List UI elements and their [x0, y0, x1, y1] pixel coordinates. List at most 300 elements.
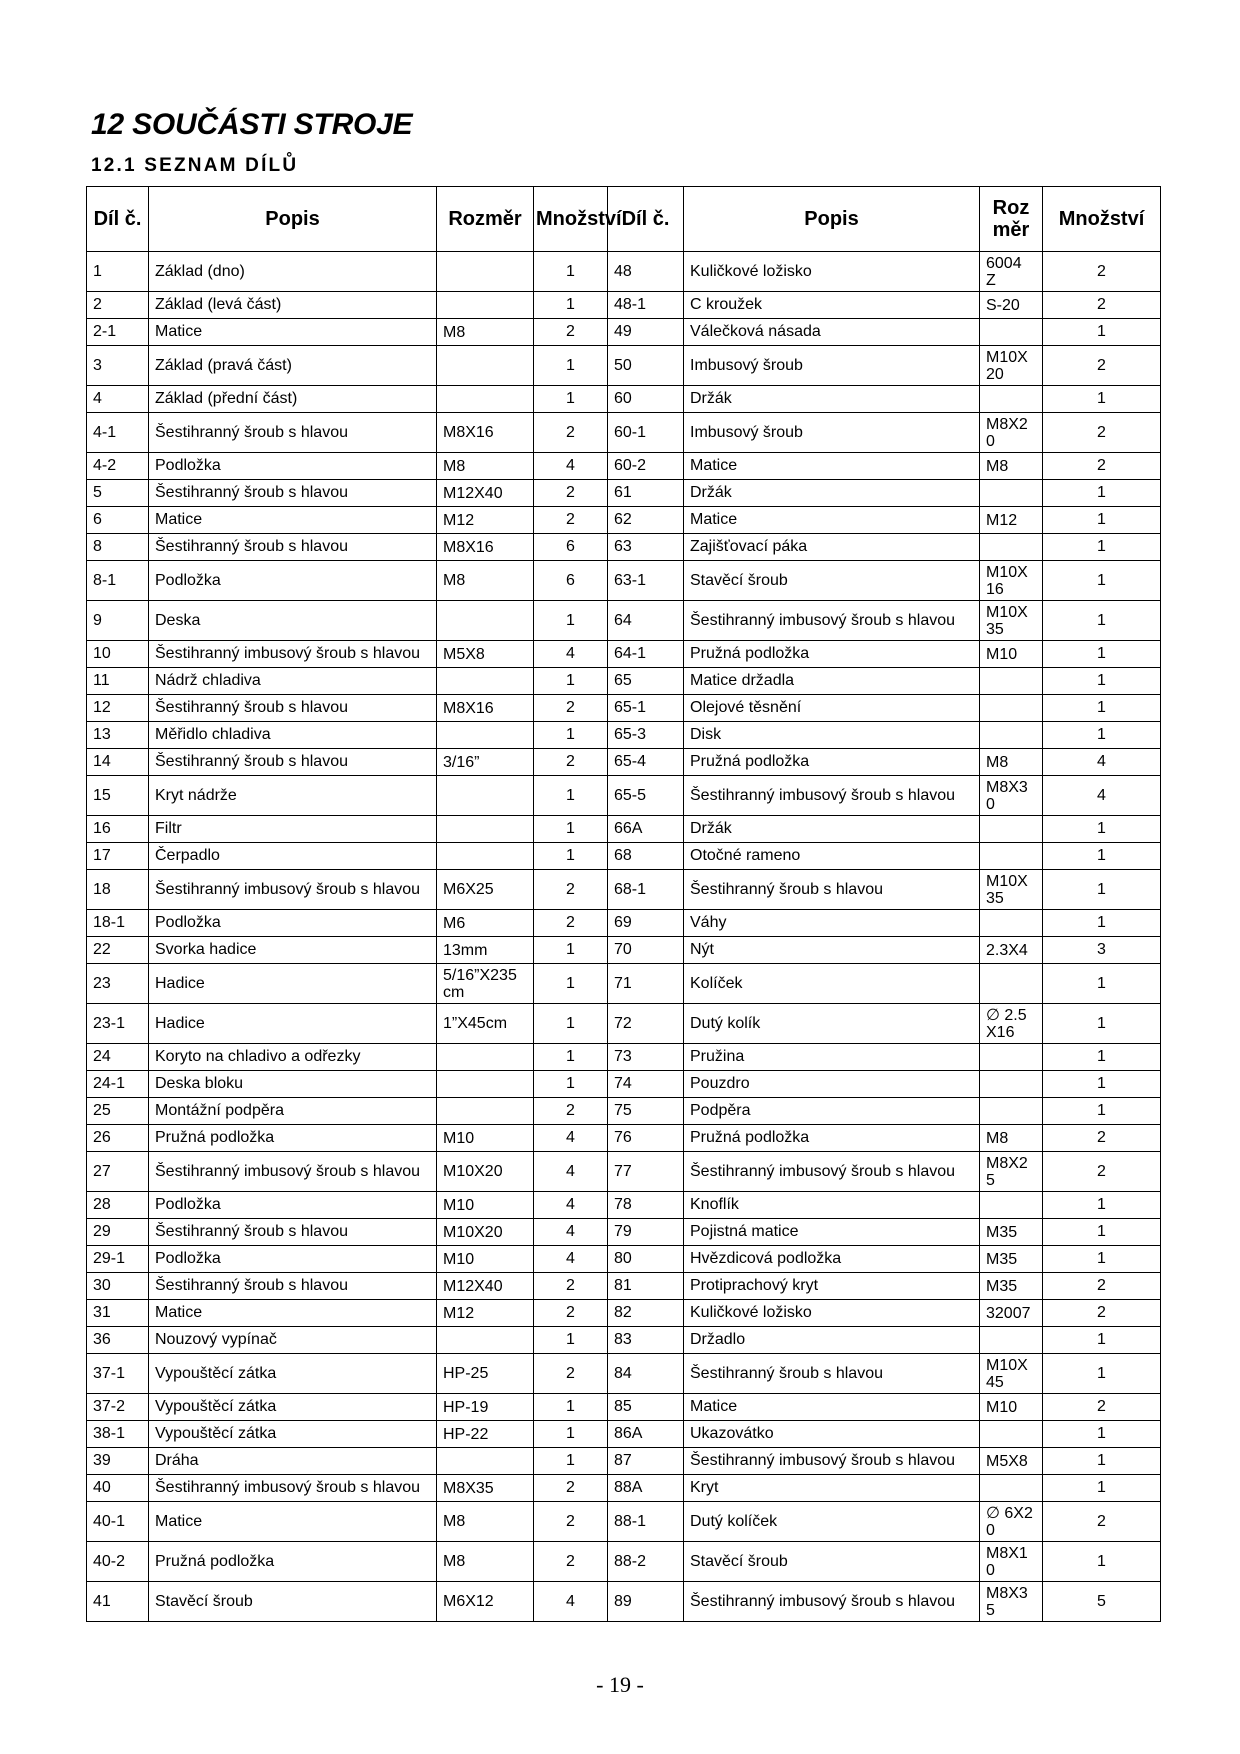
- cell-quantity-2: 1: [1043, 1004, 1161, 1044]
- cell-size: M6X25: [437, 870, 534, 910]
- cell-quantity-2: 2: [1043, 1125, 1161, 1152]
- cell-size: M12: [437, 507, 534, 534]
- cell-part-number-2: 65-4: [608, 749, 684, 776]
- cell-size-2: M10X 20: [980, 346, 1043, 386]
- cell-quantity: 1: [534, 668, 608, 695]
- cell-description-2: Držák: [684, 816, 980, 843]
- cell-description: Matice: [149, 319, 437, 346]
- cell-description: Montážní podpěra: [149, 1098, 437, 1125]
- cell-quantity-2: 1: [1043, 1098, 1161, 1125]
- cell-part-number: 37-1: [87, 1354, 149, 1394]
- cell-description: Deska: [149, 601, 437, 641]
- cell-description: Vypouštěcí zátka: [149, 1421, 437, 1448]
- cell-part-number-2: 76: [608, 1125, 684, 1152]
- cell-size: [437, 1448, 534, 1475]
- cell-part-number-2: 61: [608, 480, 684, 507]
- cell-size-2: M8X3 5: [980, 1582, 1043, 1622]
- table-row: [87, 1098, 1161, 1125]
- cell-size: 13mm: [437, 937, 534, 964]
- cell-description: Podložka: [149, 453, 437, 480]
- cell-description-2: Nýt: [684, 937, 980, 964]
- cell-description: Pružná podložka: [149, 1125, 437, 1152]
- cell-size-2: [980, 722, 1043, 749]
- cell-part-number: 28: [87, 1192, 149, 1219]
- cell-part-number: 25: [87, 1098, 149, 1125]
- cell-size: [437, 668, 534, 695]
- cell-size: [437, 776, 534, 816]
- cell-description-2: Ukazovátko: [684, 1421, 980, 1448]
- cell-description: Měřidlo chladiva: [149, 722, 437, 749]
- cell-part-number-2: 88-1: [608, 1502, 684, 1542]
- cell-part-number: 2: [87, 292, 149, 319]
- cell-part-number: 40-2: [87, 1542, 149, 1582]
- table-row: [87, 964, 1161, 1004]
- cell-quantity: 1: [534, 964, 608, 1004]
- cell-quantity: 1: [534, 776, 608, 816]
- cell-description-2: Pružná podložka: [684, 641, 980, 668]
- cell-quantity-2: 1: [1043, 1219, 1161, 1246]
- cell-description: Podložka: [149, 1246, 437, 1273]
- table-row: [87, 252, 1161, 292]
- cell-description-2: Hvězdicová podložka: [684, 1246, 980, 1273]
- cell-quantity: 4: [534, 1192, 608, 1219]
- cell-size: M6X12: [437, 1582, 534, 1622]
- cell-part-number-2: 64: [608, 601, 684, 641]
- cell-quantity: 2: [534, 1354, 608, 1394]
- table-row: [87, 1475, 1161, 1502]
- cell-description-2: Matice: [684, 1394, 980, 1421]
- cell-part-number: 40-1: [87, 1502, 149, 1542]
- cell-description-2: Imbusový šroub: [684, 413, 980, 453]
- cell-description-2: Otočné rameno: [684, 843, 980, 870]
- cell-quantity-2: 2: [1043, 346, 1161, 386]
- cell-quantity: 2: [534, 870, 608, 910]
- parts-list-table: [86, 186, 1161, 1622]
- cell-size-2: M8X1 0: [980, 1542, 1043, 1582]
- cell-quantity: 1: [534, 1044, 608, 1071]
- table-row: [87, 870, 1161, 910]
- cell-size-2: [980, 1421, 1043, 1448]
- header-description: Popis: [149, 187, 437, 252]
- cell-part-number: 18-1: [87, 910, 149, 937]
- cell-size-2: M10X 16: [980, 561, 1043, 601]
- header-size-2: Roz měr: [980, 187, 1043, 252]
- cell-quantity-2: 1: [1043, 641, 1161, 668]
- cell-part-number-2: 88-2: [608, 1542, 684, 1582]
- cell-part-number-2: 78: [608, 1192, 684, 1219]
- cell-part-number-2: 48: [608, 252, 684, 292]
- cell-part-number: 29: [87, 1219, 149, 1246]
- cell-size: [437, 1044, 534, 1071]
- cell-quantity-2: 1: [1043, 964, 1161, 1004]
- cell-part-number: 8-1: [87, 561, 149, 601]
- cell-part-number: 27: [87, 1152, 149, 1192]
- cell-description-2: Knoflík: [684, 1192, 980, 1219]
- cell-size-2: M5X8: [980, 1448, 1043, 1475]
- cell-size-2: [980, 695, 1043, 722]
- cell-quantity: 1: [534, 252, 608, 292]
- cell-part-number: 41: [87, 1582, 149, 1622]
- table-row: [87, 480, 1161, 507]
- cell-part-number: 23-1: [87, 1004, 149, 1044]
- cell-quantity-2: 1: [1043, 1354, 1161, 1394]
- cell-part-number: 39: [87, 1448, 149, 1475]
- table-row: [87, 722, 1161, 749]
- cell-quantity: 2: [534, 1098, 608, 1125]
- cell-quantity-2: 1: [1043, 695, 1161, 722]
- cell-part-number: 2-1: [87, 319, 149, 346]
- cell-part-number: 31: [87, 1300, 149, 1327]
- table-row: [87, 534, 1161, 561]
- cell-size-2: [980, 319, 1043, 346]
- cell-description-2: Zajišťovací páka: [684, 534, 980, 561]
- cell-description-2: Válečková násada: [684, 319, 980, 346]
- cell-description-2: Olejové těsnění: [684, 695, 980, 722]
- cell-part-number-2: 65-1: [608, 695, 684, 722]
- cell-quantity: 4: [534, 453, 608, 480]
- table-row: [87, 1327, 1161, 1354]
- cell-size-2: [980, 668, 1043, 695]
- cell-size: M10X20: [437, 1152, 534, 1192]
- cell-quantity-2: 1: [1043, 319, 1161, 346]
- cell-size: M8: [437, 453, 534, 480]
- cell-part-number: 3: [87, 346, 149, 386]
- cell-part-number: 13: [87, 722, 149, 749]
- cell-description-2: Šestihranný imbusový šroub s hlavou: [684, 1448, 980, 1475]
- cell-size-2: [980, 816, 1043, 843]
- cell-quantity: 1: [534, 386, 608, 413]
- cell-description-2: Šestihranný imbusový šroub s hlavou: [684, 601, 980, 641]
- table-row: [87, 1542, 1161, 1582]
- cell-size-2: [980, 1475, 1043, 1502]
- cell-part-number-2: 82: [608, 1300, 684, 1327]
- cell-description-2: Matice: [684, 453, 980, 480]
- cell-quantity-2: 1: [1043, 1071, 1161, 1098]
- table-row: [87, 601, 1161, 641]
- cell-description: Šestihranný šroub s hlavou: [149, 695, 437, 722]
- cell-size-2: 2.3X4: [980, 937, 1043, 964]
- table-row: [87, 937, 1161, 964]
- cell-description: Šestihranný šroub s hlavou: [149, 413, 437, 453]
- cell-description-2: Dutý kolíček: [684, 1502, 980, 1542]
- cell-quantity-2: 1: [1043, 386, 1161, 413]
- cell-description-2: Disk: [684, 722, 980, 749]
- cell-quantity: 1: [534, 1071, 608, 1098]
- cell-part-number-2: 60-1: [608, 413, 684, 453]
- cell-description: Vypouštěcí zátka: [149, 1354, 437, 1394]
- cell-size: M8X16: [437, 413, 534, 453]
- cell-size: M12X40: [437, 480, 534, 507]
- header-part-number-2: Díl č.: [608, 187, 684, 252]
- cell-description-2: Pružina: [684, 1044, 980, 1071]
- cell-quantity-2: 1: [1043, 1192, 1161, 1219]
- cell-size-2: M35: [980, 1246, 1043, 1273]
- cell-quantity: 4: [534, 1219, 608, 1246]
- cell-description-2: Pružná podložka: [684, 1125, 980, 1152]
- cell-quantity-2: 2: [1043, 292, 1161, 319]
- cell-part-number-2: 50: [608, 346, 684, 386]
- cell-size-2: [980, 1192, 1043, 1219]
- cell-description: Kryt nádrže: [149, 776, 437, 816]
- cell-description-2: Kuličkové ložisko: [684, 252, 980, 292]
- cell-part-number: 40: [87, 1475, 149, 1502]
- cell-quantity-2: 1: [1043, 480, 1161, 507]
- cell-description-2: Kolíček: [684, 964, 980, 1004]
- cell-size: M10X20: [437, 1219, 534, 1246]
- cell-size: M12X40: [437, 1273, 534, 1300]
- table-row: [87, 1421, 1161, 1448]
- cell-part-number: 4-1: [87, 413, 149, 453]
- cell-description: Šestihranný šroub s hlavou: [149, 534, 437, 561]
- cell-quantity-2: 1: [1043, 1542, 1161, 1582]
- table-row: [87, 1125, 1161, 1152]
- cell-quantity: 6: [534, 534, 608, 561]
- subsection-title: 12.1 SEZNAM DÍLŮ: [91, 155, 299, 176]
- cell-quantity-2: 1: [1043, 1448, 1161, 1475]
- cell-part-number-2: 63: [608, 534, 684, 561]
- cell-quantity-2: 1: [1043, 1044, 1161, 1071]
- table-row: [87, 749, 1161, 776]
- cell-description: Nouzový vypínač: [149, 1327, 437, 1354]
- cell-size-2: [980, 1044, 1043, 1071]
- cell-quantity-2: 1: [1043, 910, 1161, 937]
- cell-size: [437, 292, 534, 319]
- cell-quantity-2: 2: [1043, 453, 1161, 480]
- cell-quantity-2: 1: [1043, 1475, 1161, 1502]
- cell-size-2: M8X2 0: [980, 413, 1043, 453]
- cell-description: Základ (pravá část): [149, 346, 437, 386]
- cell-quantity-2: 1: [1043, 816, 1161, 843]
- cell-description: Stavěcí šroub: [149, 1582, 437, 1622]
- cell-description: Podložka: [149, 561, 437, 601]
- table-row: [87, 1152, 1161, 1192]
- cell-quantity-2: 2: [1043, 1273, 1161, 1300]
- cell-quantity: 1: [534, 601, 608, 641]
- cell-quantity-2: 2: [1043, 413, 1161, 453]
- cell-part-number: 36: [87, 1327, 149, 1354]
- cell-quantity-2: 1: [1043, 870, 1161, 910]
- cell-part-number: 18: [87, 870, 149, 910]
- cell-part-number: 1: [87, 252, 149, 292]
- cell-part-number-2: 70: [608, 937, 684, 964]
- cell-quantity-2: 1: [1043, 601, 1161, 641]
- cell-size-2: 6004 Z: [980, 252, 1043, 292]
- cell-size-2: 32007: [980, 1300, 1043, 1327]
- cell-size-2: [980, 534, 1043, 561]
- table-row: [87, 695, 1161, 722]
- cell-part-number-2: 62: [608, 507, 684, 534]
- cell-description-2: Šestihranný imbusový šroub s hlavou: [684, 1152, 980, 1192]
- header-quantity: Množství: [534, 187, 608, 252]
- cell-description: Základ (přední část): [149, 386, 437, 413]
- table-row: [87, 1394, 1161, 1421]
- cell-size: M5X8: [437, 641, 534, 668]
- table-row: [87, 1354, 1161, 1394]
- cell-quantity: 2: [534, 1475, 608, 1502]
- cell-size: [437, 386, 534, 413]
- cell-description: Dráha: [149, 1448, 437, 1475]
- cell-part-number: 4-2: [87, 453, 149, 480]
- cell-quantity-2: 3: [1043, 937, 1161, 964]
- cell-size: 5/16”X235 cm: [437, 964, 534, 1004]
- cell-description: Základ (levá část): [149, 292, 437, 319]
- cell-quantity: 1: [534, 816, 608, 843]
- cell-description-2: Pouzdro: [684, 1071, 980, 1098]
- table-row: [87, 413, 1161, 453]
- table-row: [87, 816, 1161, 843]
- table-row: [87, 319, 1161, 346]
- table-body: [87, 252, 1161, 1622]
- table-row: [87, 1300, 1161, 1327]
- page-number: - 19 -: [596, 1672, 644, 1697]
- cell-part-number-2: 48-1: [608, 292, 684, 319]
- table-row: [87, 641, 1161, 668]
- cell-quantity: 2: [534, 319, 608, 346]
- header-quantity-2: Množství: [1043, 187, 1161, 252]
- cell-part-number-2: 73: [608, 1044, 684, 1071]
- cell-size: M8: [437, 1542, 534, 1582]
- cell-description: Šestihranný imbusový šroub s hlavou: [149, 1475, 437, 1502]
- cell-description-2: Pojistná matice: [684, 1219, 980, 1246]
- cell-part-number-2: 72: [608, 1004, 684, 1044]
- cell-quantity-2: 1: [1043, 534, 1161, 561]
- cell-description: Šestihranný imbusový šroub s hlavou: [149, 870, 437, 910]
- cell-size: M8: [437, 1502, 534, 1542]
- cell-part-number: 26: [87, 1125, 149, 1152]
- cell-quantity-2: 1: [1043, 722, 1161, 749]
- cell-quantity-2: 1: [1043, 843, 1161, 870]
- cell-part-number-2: 68: [608, 843, 684, 870]
- cell-quantity: 1: [534, 1421, 608, 1448]
- cell-size-2: [980, 1098, 1043, 1125]
- cell-quantity: 1: [534, 1448, 608, 1475]
- cell-description: Šestihranný imbusový šroub s hlavou: [149, 1152, 437, 1192]
- cell-description: Základ (dno): [149, 252, 437, 292]
- cell-part-number: 12: [87, 695, 149, 722]
- cell-part-number: 24: [87, 1044, 149, 1071]
- cell-description-2: Držák: [684, 386, 980, 413]
- cell-part-number-2: 65-3: [608, 722, 684, 749]
- cell-part-number: 11: [87, 668, 149, 695]
- table-row: [87, 1044, 1161, 1071]
- cell-size: HP-22: [437, 1421, 534, 1448]
- cell-part-number: 22: [87, 937, 149, 964]
- cell-part-number-2: 79: [608, 1219, 684, 1246]
- table-row: [87, 1502, 1161, 1542]
- cell-part-number-2: 60-2: [608, 453, 684, 480]
- cell-part-number: 5: [87, 480, 149, 507]
- cell-part-number: 29-1: [87, 1246, 149, 1273]
- cell-size: [437, 1327, 534, 1354]
- cell-description: Podložka: [149, 910, 437, 937]
- cell-quantity: 1: [534, 722, 608, 749]
- cell-description-2: Šestihranný imbusový šroub s hlavou: [684, 1582, 980, 1622]
- cell-size-2: M8: [980, 749, 1043, 776]
- header-size: Rozměr: [437, 187, 534, 252]
- cell-size-2: M8: [980, 453, 1043, 480]
- table-row: [87, 1071, 1161, 1098]
- cell-part-number-2: 63-1: [608, 561, 684, 601]
- cell-size: M10: [437, 1246, 534, 1273]
- cell-quantity-2: 1: [1043, 1421, 1161, 1448]
- cell-description: Svorka hadice: [149, 937, 437, 964]
- cell-description: Čerpadlo: [149, 843, 437, 870]
- cell-size: M10: [437, 1125, 534, 1152]
- cell-part-number: 10: [87, 641, 149, 668]
- cell-quantity: 1: [534, 843, 608, 870]
- cell-quantity-2: 2: [1043, 1502, 1161, 1542]
- cell-part-number: 14: [87, 749, 149, 776]
- cell-description: Šestihranný šroub s hlavou: [149, 749, 437, 776]
- cell-quantity: 2: [534, 1502, 608, 1542]
- cell-size-2: ∅ 2.5 X16: [980, 1004, 1043, 1044]
- cell-part-number: 4: [87, 386, 149, 413]
- cell-size-2: M10: [980, 641, 1043, 668]
- table-row: [87, 453, 1161, 480]
- table-row: [87, 1448, 1161, 1475]
- cell-description: Hadice: [149, 1004, 437, 1044]
- table-row: [87, 1192, 1161, 1219]
- cell-size: [437, 346, 534, 386]
- cell-size-2: M35: [980, 1219, 1043, 1246]
- cell-size: M8X16: [437, 695, 534, 722]
- cell-part-number-2: 88A: [608, 1475, 684, 1502]
- cell-quantity-2: 2: [1043, 1300, 1161, 1327]
- cell-description-2: Podpěra: [684, 1098, 980, 1125]
- cell-size-2: [980, 1327, 1043, 1354]
- cell-description-2: C kroužek: [684, 292, 980, 319]
- cell-description: Hadice: [149, 964, 437, 1004]
- cell-description-2: Imbusový šroub: [684, 346, 980, 386]
- cell-description: Matice: [149, 507, 437, 534]
- cell-size: M12: [437, 1300, 534, 1327]
- cell-size-2: M8X2 5: [980, 1152, 1043, 1192]
- cell-quantity-2: 4: [1043, 776, 1161, 816]
- cell-quantity: 2: [534, 1273, 608, 1300]
- table-row: [87, 1219, 1161, 1246]
- table-row: [87, 1004, 1161, 1044]
- cell-quantity-2: 2: [1043, 252, 1161, 292]
- cell-size: [437, 1071, 534, 1098]
- cell-description: Pružná podložka: [149, 1542, 437, 1582]
- cell-part-number-2: 86A: [608, 1421, 684, 1448]
- cell-part-number: 9: [87, 601, 149, 641]
- cell-size-2: M10X 35: [980, 870, 1043, 910]
- table-row: [87, 843, 1161, 870]
- cell-size-2: M12: [980, 507, 1043, 534]
- cell-part-number-2: 77: [608, 1152, 684, 1192]
- cell-quantity-2: 1: [1043, 1327, 1161, 1354]
- cell-description-2: Kuličkové ložisko: [684, 1300, 980, 1327]
- table-row: [87, 292, 1161, 319]
- cell-quantity-2: 4: [1043, 749, 1161, 776]
- cell-size: 3/16”: [437, 749, 534, 776]
- cell-part-number: 23: [87, 964, 149, 1004]
- cell-size-2: [980, 1071, 1043, 1098]
- cell-quantity-2: 2: [1043, 1152, 1161, 1192]
- cell-quantity: 4: [534, 1246, 608, 1273]
- cell-description-2: Stavěcí šroub: [684, 1542, 980, 1582]
- cell-size-2: M35: [980, 1273, 1043, 1300]
- cell-quantity-2: 2: [1043, 1394, 1161, 1421]
- cell-quantity-2: 5: [1043, 1582, 1161, 1622]
- cell-size-2: M10X 45: [980, 1354, 1043, 1394]
- table-row: [87, 507, 1161, 534]
- cell-description: Matice: [149, 1300, 437, 1327]
- table-row: [87, 910, 1161, 937]
- cell-size: M8X16: [437, 534, 534, 561]
- cell-size: [437, 252, 534, 292]
